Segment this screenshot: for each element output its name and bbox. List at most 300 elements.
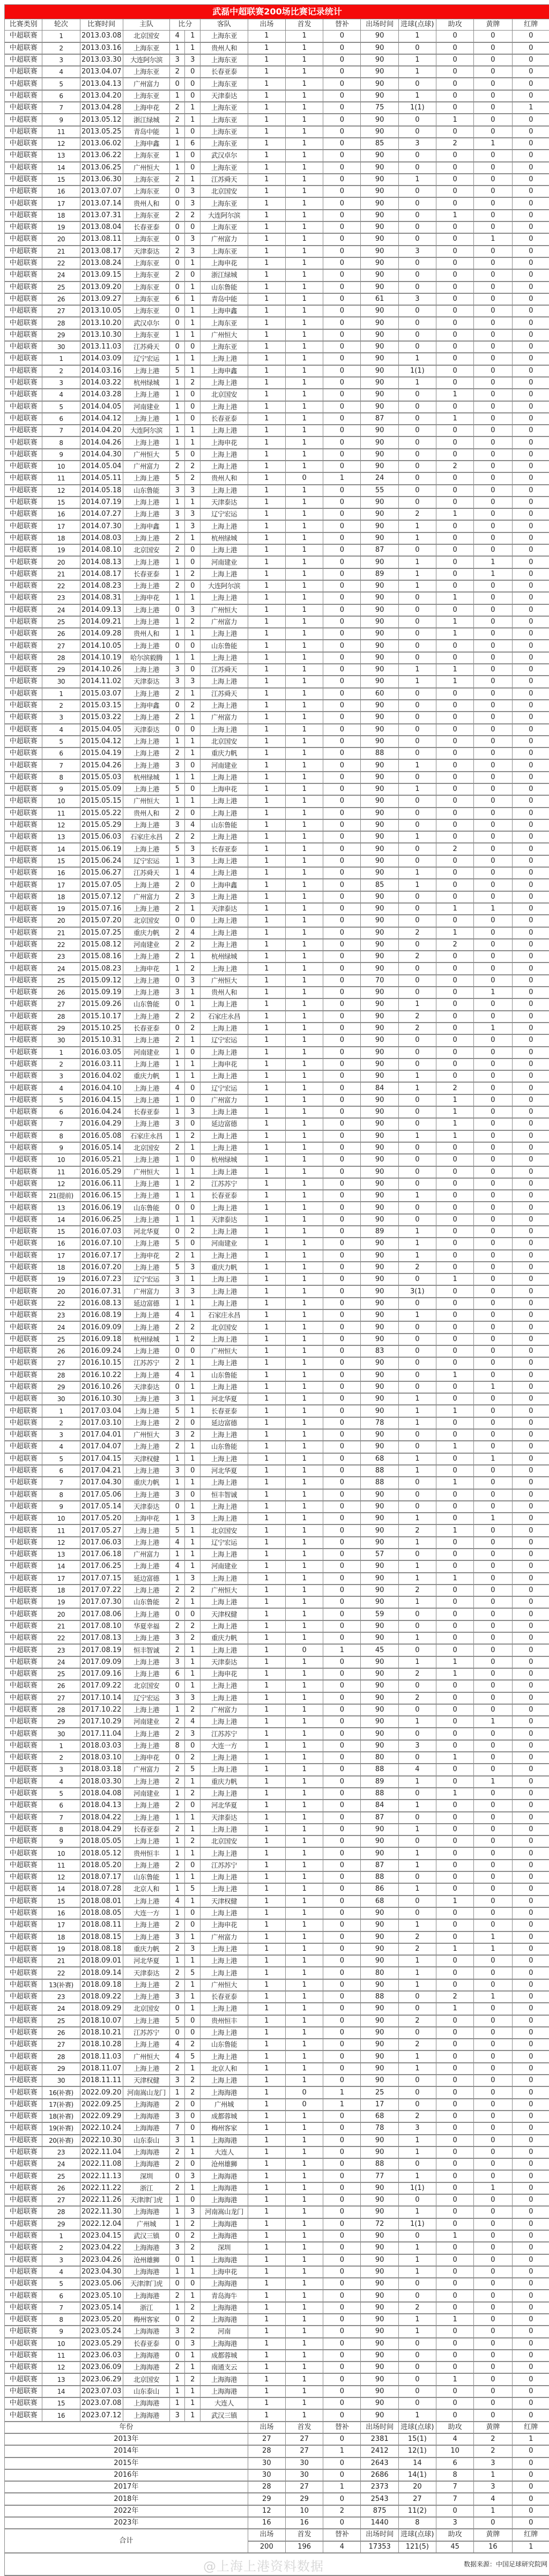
competition-cell: 中超联赛 [5,1835,42,1847]
away-score-cell: 1 [185,1931,201,1943]
appearance-cell: 1 [248,556,285,568]
substitute-cell: 0 [323,783,361,795]
substitute-cell: 0 [323,1513,361,1524]
goals-cell: 0 [398,1489,436,1501]
yellow-cards-cell: 0 [474,508,512,520]
away-team-cell: 贵州人和 [201,472,248,484]
started-cell: 1 [285,1178,323,1190]
away-team-cell: 上海申花 [201,1668,248,1680]
home-team-cell: 上海上港 [123,2063,169,2075]
away-team-cell: 江苏苏宁 [201,1860,248,1871]
home-team-cell: 上海上港 [123,640,169,652]
substitute-cell: 0 [323,2039,361,2051]
home-score-cell: 1 [170,652,185,664]
home-team-cell: 青岛中能 [123,126,169,138]
away-score-cell: 3 [185,508,201,520]
goals-cell: 0 [398,1094,436,1106]
table-row [5,293,549,305]
away-score-cell: 0 [185,1907,201,1919]
yearly-value: 0 [512,2469,549,2481]
home-score-cell: 1 [170,1214,185,1226]
home-team-cell: 上海上港 [123,1214,169,1226]
started-cell: 1 [285,305,323,317]
started-cell: 1 [285,1011,323,1023]
away-score-cell: 1 [185,1680,201,1692]
competition-cell: 中超联赛 [5,1130,42,1142]
appearance-cell: 1 [248,210,285,221]
competition-cell: 中超联赛 [5,1034,42,1046]
substitute-cell: 0 [323,2350,361,2362]
column-header: 比赛时间 [80,19,123,31]
match-date-cell: 2013.10.30 [80,329,123,341]
started-cell: 1 [285,2230,323,2242]
away-score-cell: 1 [185,747,201,759]
red-cards-cell: 0 [512,604,549,616]
away-team-cell: 河南嵩山龙门 [201,2206,248,2218]
started-cell: 1 [285,186,323,197]
round-cell: 15 [42,1226,80,1238]
red-cards-cell: 0 [512,1967,549,1979]
started-cell: 1 [285,449,323,461]
minutes-cell: 90 [361,2373,398,2385]
yellow-cards-cell: 0 [474,1285,512,1297]
away-score-cell: 1 [185,1250,201,1262]
substitute-cell: 0 [323,819,361,831]
minutes-cell: 89 [361,1226,398,1238]
yearly-value: 12 [248,2505,285,2517]
table-row [5,1465,549,1477]
away-team-cell: 上海上港 [201,353,248,365]
appearance-cell: 1 [248,1178,285,1190]
yellow-cards-cell: 0 [474,2158,512,2170]
red-cards-cell: 0 [512,1034,549,1046]
away-score-cell: 3 [185,1728,201,1739]
competition-cell: 中超联赛 [5,78,42,90]
goals-cell: 0 [398,1501,436,1513]
started-cell: 1 [285,1871,323,1883]
away-score-cell: 2 [185,377,201,389]
started-cell: 1 [285,1596,323,1608]
competition-cell: 中超联赛 [5,2135,42,2146]
home-team-cell: 上海东亚 [123,186,169,197]
assists-cell: 0 [436,556,474,568]
red-cards-cell: 0 [512,712,549,723]
away-team-cell: 青岛海牛 [201,2290,248,2301]
goals-cell: 0 [398,1728,436,1739]
started-cell: 1 [285,700,323,712]
yearly-value: 1 [474,2505,512,2517]
started-cell: 1 [285,1764,323,1775]
yellow-cards-cell: 0 [474,1524,512,1536]
table-row [5,1513,549,1524]
competition-cell: 中超联赛 [5,903,42,915]
away-score-cell: 0 [185,640,201,652]
yearly-value: 2 [323,2505,361,2517]
home-score-cell: 3 [170,54,185,66]
goals-cell: 1(1) [398,102,436,114]
substitute-cell: 0 [323,772,361,783]
assists-cell: 0 [436,1716,474,1728]
minutes-cell: 90 [361,1907,398,1919]
away-score-cell: 3 [185,2170,201,2182]
competition-cell: 中超联赛 [5,1704,42,1716]
assists-cell: 0 [436,436,474,448]
match-date-cell: 2017.04.21 [80,1465,123,1477]
match-date-cell: 2015.05.22 [80,808,123,819]
away-score-cell: 1 [185,1405,201,1417]
goals-cell: 0 [398,389,436,401]
round-cell: 26 [42,987,80,998]
away-score-cell: 2 [185,2302,201,2314]
red-cards-cell: 0 [512,2242,549,2254]
round-cell: 12 [42,2362,80,2373]
away-team-cell: 上海上港 [201,544,248,556]
round-cell: 10 [42,2338,80,2350]
minutes-cell: 90 [361,2206,398,2218]
yellow-cards-cell: 0 [474,1967,512,1979]
round-cell: 4 [42,724,80,736]
yellow-cards-cell: 0 [474,640,512,652]
match-date-cell: 2013.09.27 [80,293,123,305]
home-score-cell: 1 [170,329,185,341]
away-score-cell: 2 [185,2075,201,2086]
competition-cell: 中超联赛 [5,293,42,305]
started-cell: 1 [285,520,323,532]
round-cell: 12 [42,485,80,497]
red-cards-cell: 0 [512,1596,549,1608]
away-score-cell: 1 [185,628,201,640]
away-score-cell: 0 [185,759,201,771]
substitute-cell: 0 [323,1166,361,1178]
table-row [5,54,549,66]
away-score-cell: 3 [185,891,201,903]
match-date-cell: 2014.04.26 [80,436,123,448]
substitute-cell: 0 [323,1142,361,1154]
substitute-cell: 0 [323,951,361,963]
yellow-cards-cell: 1 [474,2182,512,2194]
round-cell: 30 [42,676,80,687]
minutes-cell: 90 [361,1130,398,1142]
competition-cell: 中超联赛 [5,891,42,903]
home-team-cell: 北京国安 [123,2373,169,2385]
started-cell: 1 [285,2290,323,2301]
home-score-cell: 2 [170,831,185,843]
home-team-cell: 河南建业 [123,939,169,951]
yellow-cards-cell: 0 [474,329,512,341]
minutes-cell: 90 [361,736,398,747]
column-header: 进球(点球) [398,19,436,31]
substitute-cell: 0 [323,2278,361,2290]
yellow-cards-cell: 0 [474,628,512,640]
started-cell: 1 [285,664,323,676]
yellow-cards-cell: 0 [474,377,512,389]
substitute-cell: 0 [323,1728,361,1739]
away-score-cell: 1 [185,592,201,604]
competition-cell: 中超联赛 [5,1919,42,1931]
competition-cell: 中超联赛 [5,604,42,616]
appearance-cell: 1 [248,2075,285,2086]
goals-cell: 1 [398,353,436,365]
away-team-cell: 河北华夏 [201,1800,248,1811]
assists-cell: 0 [436,2182,474,2194]
goals-cell: 0 [398,425,436,436]
substitute-cell: 0 [323,640,361,652]
table-row [5,1549,549,1560]
table-row [5,2278,549,2290]
yellow-cards-cell: 0 [474,915,512,927]
away-team-cell: 天津泰达 [201,497,248,508]
substitute-cell: 0 [323,700,361,712]
round-cell: 6 [42,2290,80,2301]
yellow-cards-cell: 0 [474,485,512,497]
match-date-cell: 2013.10.20 [80,317,123,329]
appearance-cell: 1 [248,1334,285,1345]
round-cell: 14 [42,1560,80,1572]
yellow-cards-cell: 0 [474,2218,512,2230]
away-team-cell: 广州富力 [201,1704,248,1716]
yearly-value: 27 [285,2481,323,2493]
round-cell: 2 [42,365,80,377]
table-row [5,724,549,736]
appearance-cell: 1 [248,1620,285,1632]
round-cell: 6 [42,1106,80,1118]
table-row [5,2122,549,2134]
minutes-cell: 90 [361,461,398,472]
red-cards-cell: 0 [512,1047,549,1058]
away-team-cell: 上海上港 [201,795,248,807]
appearance-cell: 1 [248,700,285,712]
assists-cell: 0 [436,401,474,413]
round-cell: 7 [42,425,80,436]
yellow-cards-cell: 0 [474,1752,512,1764]
competition-cell: 中超联赛 [5,1082,42,1094]
minutes-cell: 83 [361,1345,398,1357]
competition-cell: 中超联赛 [5,1106,42,1118]
appearance-cell: 1 [248,1166,285,1178]
yellow-cards-cell: 0 [474,1226,512,1238]
competition-cell: 中超联赛 [5,2051,42,2062]
away-score-cell: 1 [185,1214,201,1226]
appearance-cell: 1 [248,497,285,508]
match-date-cell: 2018.07.28 [80,1883,123,1895]
round-cell: 22 [42,257,80,269]
assists-cell: 0 [436,1154,474,1166]
substitute-cell: 0 [323,42,361,54]
competition-cell: 中超联赛 [5,700,42,712]
minutes-cell: 90 [361,210,398,221]
round-cell: 16 [42,186,80,197]
competition-cell: 中超联赛 [5,1226,42,1238]
substitute-cell: 0 [323,891,361,903]
started-cell: 1 [285,1142,323,1154]
substitute-cell: 0 [323,1692,361,1704]
red-cards-cell: 0 [512,150,549,161]
round-cell: 25 [42,282,80,293]
home-team-cell: 广州恒大 [123,449,169,461]
yearly-value: 0 [323,2457,361,2469]
match-date-cell: 2023.05.06 [80,2278,123,2290]
substitute-cell: 0 [323,759,361,771]
appearance-cell: 1 [248,1370,285,1381]
away-score-cell: 0 [185,724,201,736]
table-row [5,1835,549,1847]
home-score-cell: 1 [170,2206,185,2218]
yellow-cards-cell: 0 [474,449,512,461]
table-row [5,2182,549,2194]
substitute-cell: 0 [323,1453,361,1465]
assists-cell: 0 [436,2170,474,2182]
started-cell: 1 [285,293,323,305]
red-cards-cell: 0 [512,1417,549,1429]
home-team-cell: 河北华夏 [123,1955,169,1967]
red-cards-cell: 0 [512,759,549,771]
substitute-cell: 0 [323,1465,361,1477]
goals-cell: 1 [398,174,436,186]
home-team-cell: 上海申鑫 [123,520,169,532]
minutes-cell: 90 [361,497,398,508]
yellow-cards-cell: 0 [474,1692,512,1704]
away-team-cell: 山东鲁能 [201,640,248,652]
table-row [5,867,549,879]
goals-cell: 1 [398,2206,436,2218]
started-cell: 1 [285,939,323,951]
yellow-cards-cell: 0 [474,365,512,377]
away-team-cell: 上海上港 [201,1202,248,1213]
table-row [5,389,549,401]
competition-cell: 中超联赛 [5,1190,42,1202]
table-row [5,2086,549,2098]
goals-cell: 0 [398,1644,436,1656]
away-team-cell: 上海上港 [201,1883,248,1895]
started-cell: 1 [285,401,323,413]
competition-cell: 中超联赛 [5,975,42,987]
assists-cell: 0 [436,1800,474,1811]
substitute-cell: 0 [323,31,361,42]
substitute-cell: 0 [323,508,361,520]
substitute-cell: 0 [323,1274,361,1285]
appearance-cell: 1 [248,1309,285,1321]
competition-cell: 中超联赛 [5,520,42,532]
table-row [5,2314,549,2326]
substitute-cell: 0 [323,197,361,209]
away-score-cell: 1 [185,1309,201,1321]
substitute-cell: 1 [323,2086,361,2098]
home-team-cell: 长春亚泰 [123,1106,169,1118]
assists-cell: 0 [436,2254,474,2266]
appearance-cell: 1 [248,1860,285,1871]
substitute-cell: 0 [323,78,361,90]
home-team-cell: 上海东亚 [123,210,169,221]
away-team-cell: 江苏舜天 [201,664,248,676]
away-team-cell: 贵州人和 [201,987,248,998]
match-date-cell: 2015.04.19 [80,747,123,759]
match-date-cell: 2023.07.08 [80,2397,123,2409]
appearance-cell: 1 [248,1214,285,1226]
substitute-cell: 0 [323,425,361,436]
minutes-cell: 90 [361,1190,398,1202]
substitute-cell: 0 [323,831,361,843]
minutes-cell: 90 [361,700,398,712]
substitute-cell: 0 [323,246,361,257]
substitute-cell: 0 [323,2146,361,2158]
yellow-cards-cell: 0 [474,975,512,987]
round-cell: 30 [42,341,80,353]
assists-cell: 0 [436,759,474,771]
home-team-cell: 上海上港 [123,1441,169,1453]
assists-cell: 0 [436,724,474,736]
yellow-cards-cell: 0 [474,1800,512,1811]
minutes-cell: 77 [361,2170,398,2182]
started-cell: 1 [285,1381,323,1393]
started-cell: 1 [285,1680,323,1692]
yellow-cards-cell: 0 [474,544,512,556]
appearance-cell: 1 [248,1393,285,1405]
competition-cell: 中超联赛 [5,282,42,293]
table-row [5,532,549,544]
red-cards-cell: 0 [512,1860,549,1871]
assists-cell: 0 [436,353,474,365]
assists-cell: 1 [436,1524,474,1536]
minutes-cell: 90 [361,365,398,377]
appearance-cell: 1 [248,2362,285,2373]
match-date-cell: 2023.07.03 [80,2386,123,2397]
minutes-cell: 88 [361,1871,398,1883]
assists-cell: 0 [436,1871,474,1883]
away-score-cell: 2 [185,210,201,221]
table-row [5,1370,549,1381]
table-row [5,233,549,245]
home-team-cell: 天津泰达 [123,1381,169,1393]
table-row [5,449,549,461]
home-score-cell: 1 [170,1130,185,1142]
competition-cell: 中超联赛 [5,1560,42,1572]
assists-cell: 0 [436,544,474,556]
match-date-cell: 2022.12.04 [80,2218,123,2230]
home-team-cell: 华夏幸福 [123,1620,169,1632]
home-team-cell: 上海上港 [123,1896,169,1907]
table-row [5,1405,549,1417]
goals-cell: 2 [398,508,436,520]
goals-cell: 0 [398,963,436,974]
home-score-cell: 1 [170,867,185,879]
started-cell: 1 [285,210,323,221]
home-score-cell: 0 [170,1345,185,1357]
red-cards-cell: 0 [512,2111,549,2122]
match-date-cell: 2014.04.20 [80,425,123,436]
started-cell: 1 [285,1991,323,2003]
competition-cell: 中超联赛 [5,2111,42,2122]
round-cell: 27 [42,998,80,1010]
yellow-cards-cell: 1 [474,556,512,568]
table-row [5,1632,549,1644]
match-date-cell: 2013.07.14 [80,197,123,209]
started-cell: 1 [285,1656,323,1668]
yellow-cards-cell: 0 [474,520,512,532]
round-cell: 15 [42,1896,80,1907]
away-team-cell: 上海上港 [201,1692,248,1704]
away-team-cell: 上海上港 [201,1429,248,1441]
home-team-cell: 河南建业 [123,1788,169,1800]
appearance-cell: 1 [248,269,285,281]
competition-cell: 中超联赛 [5,1716,42,1728]
red-cards-cell: 0 [512,66,549,78]
yellow-cards-cell: 0 [474,210,512,221]
away-team-cell: 辽宁宏运 [201,1034,248,1046]
substitute-cell: 0 [323,2051,361,2062]
started-cell: 1 [285,544,323,556]
substitute-cell: 0 [323,1417,361,1429]
home-team-cell: 广州富力 [123,1764,169,1775]
